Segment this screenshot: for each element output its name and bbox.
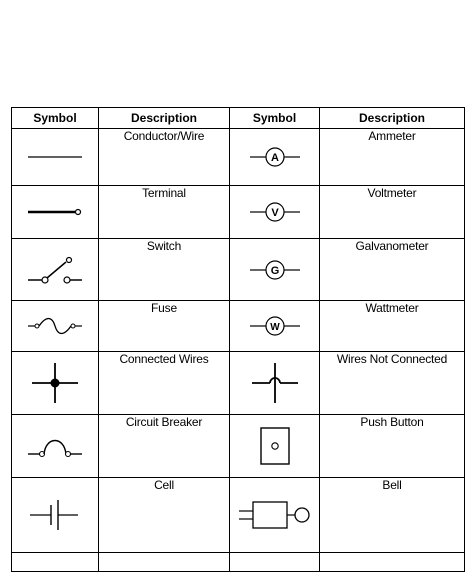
terminal-label: Terminal	[99, 186, 230, 239]
wattmeter-symbol-cell	[230, 301, 320, 352]
header-symbol-right: Symbol	[230, 108, 320, 129]
table-row	[12, 186, 465, 239]
circuit-breaker-icon	[20, 428, 90, 464]
terminal-icon	[20, 202, 90, 222]
table-row	[12, 478, 465, 553]
switch-label: Switch	[99, 239, 230, 301]
table-row	[12, 415, 465, 478]
empty-cell	[99, 553, 230, 572]
header-symbol-left: Symbol	[12, 108, 99, 129]
galvanometer-symbol-cell	[230, 239, 320, 301]
table-row	[12, 301, 465, 352]
cell-icon	[20, 495, 90, 535]
bell-label: Bell	[320, 478, 465, 553]
switch-icon	[20, 250, 90, 290]
wires-not-connected-symbol-cell	[230, 352, 320, 415]
switch-symbol-cell	[12, 239, 99, 301]
table-row	[12, 239, 465, 301]
cell-symbol-cell	[12, 478, 99, 553]
ammeter-label: Ammeter	[320, 129, 465, 186]
table-row	[12, 129, 465, 186]
voltmeter-label: Voltmeter	[320, 186, 465, 239]
fuse-label: Fuse	[99, 301, 230, 352]
connected-wires-icon	[20, 358, 90, 408]
push-button-label: Push Button	[320, 415, 465, 478]
bell-symbol-cell	[230, 478, 320, 553]
circuit-breaker-symbol-cell	[12, 415, 99, 478]
table-row	[12, 553, 465, 572]
wattmeter-label: Wattmeter	[320, 301, 465, 352]
electrical-symbols-table	[11, 107, 465, 572]
voltmeter-symbol-cell	[230, 186, 320, 239]
voltmeter-icon	[240, 199, 310, 225]
wires-not-connected-label: Wires Not Connected	[320, 352, 465, 415]
conductor-wire-symbol-cell	[12, 129, 99, 186]
empty-cell	[12, 553, 99, 572]
terminal-symbol-cell	[12, 186, 99, 239]
wattmeter-letter: W	[269, 322, 280, 333]
fuse-symbol-cell	[12, 301, 99, 352]
bell-icon	[235, 492, 315, 538]
header-row	[12, 108, 465, 129]
push-button-icon	[240, 423, 310, 469]
voltmeter-letter: V	[270, 207, 279, 219]
conductor-wire-icon	[20, 147, 90, 167]
cell-label: Cell	[99, 478, 230, 553]
conductor-wire-label: Conductor/Wire	[99, 129, 230, 186]
empty-cell	[320, 553, 465, 572]
ammeter-letter: A	[270, 152, 279, 164]
wires-not-connected-icon	[240, 358, 310, 408]
galvanometer-label: Galvanometer	[320, 239, 465, 301]
empty-cell	[230, 553, 320, 572]
fuse-icon	[20, 314, 90, 338]
ammeter-symbol-cell	[230, 129, 320, 186]
push-button-symbol-cell	[230, 415, 320, 478]
header-description-left: Description	[99, 108, 230, 129]
galvanometer-letter: G	[270, 264, 279, 277]
connected-wires-symbol-cell	[12, 352, 99, 415]
header-description-right: Description	[320, 108, 465, 129]
table-row	[12, 352, 465, 415]
galvanometer-icon	[240, 257, 310, 283]
wattmeter-icon	[240, 313, 310, 339]
circuit-breaker-label: Circuit Breaker	[99, 415, 230, 478]
connected-wires-label: Connected Wires	[99, 352, 230, 415]
ammeter-icon	[240, 144, 310, 170]
